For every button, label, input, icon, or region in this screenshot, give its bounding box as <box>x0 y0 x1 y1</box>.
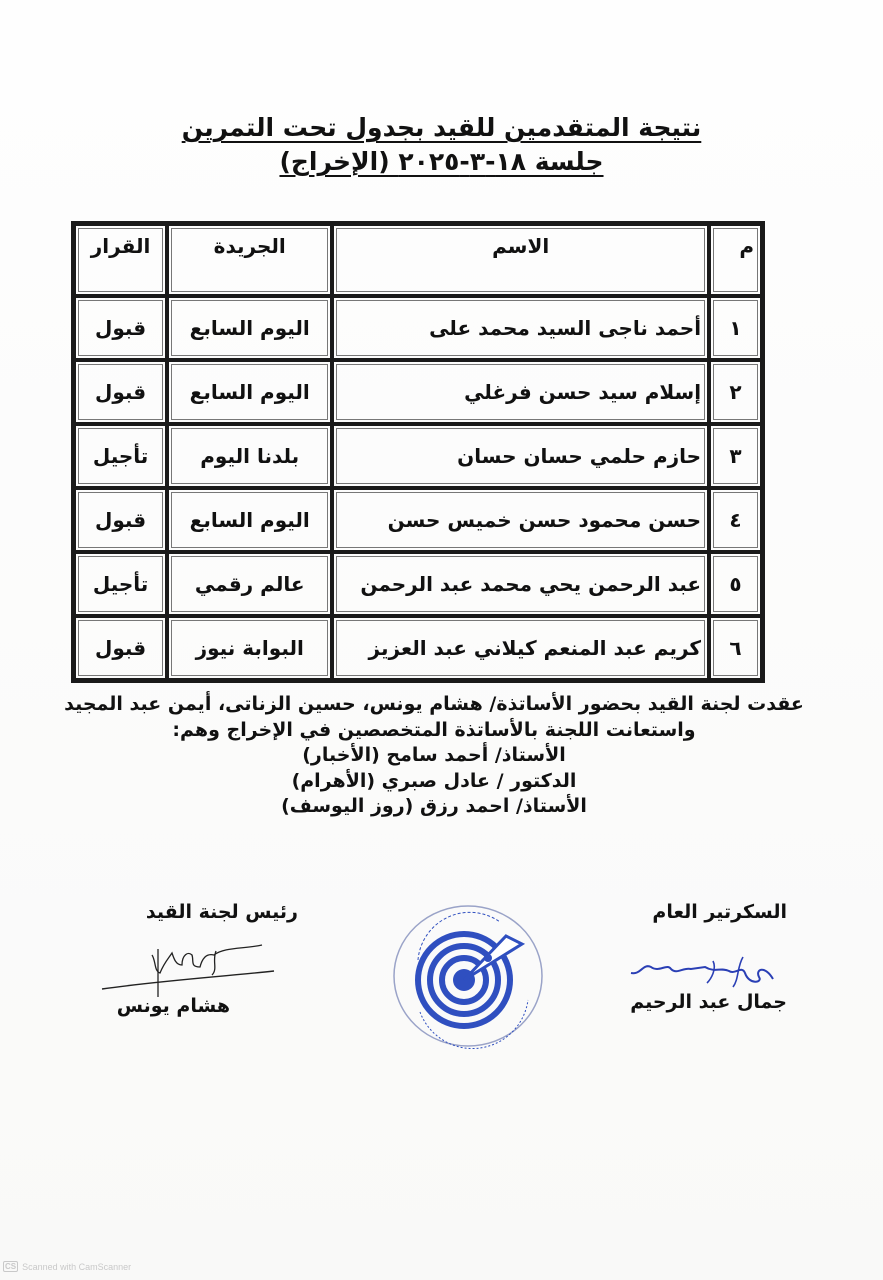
decision-status: قبول <box>74 488 167 552</box>
handwritten-signature-icon <box>623 949 783 995</box>
table-row <box>74 424 762 488</box>
table-row <box>74 552 762 616</box>
secretary-name: جمال عبد الرحيم <box>630 991 787 1013</box>
decision-status: تأجيل <box>74 552 167 616</box>
committee-notes <box>60 692 808 820</box>
expert-1: الأستاذ/ أحمد سامح (الأخبار) <box>302 744 566 766</box>
applicant-name: حازم حلمي حسان حسان <box>332 424 709 488</box>
decision-status: قبول <box>74 360 167 424</box>
header-newspaper: الجريدة <box>167 224 332 296</box>
table-row <box>74 360 762 424</box>
header-name: الاسم <box>332 224 709 296</box>
row-number: ٢ <box>709 360 762 424</box>
newspaper-name: البوابة نيوز <box>167 616 332 680</box>
committee-chair-signature-block <box>98 899 298 1019</box>
applicant-name: إسلام سيد حسن فرغلي <box>332 360 709 424</box>
chair-name: هشام يونس <box>116 995 230 1017</box>
camscanner-icon: CS <box>5 1262 17 1271</box>
table-header-row <box>74 224 762 296</box>
chair-role: رئيس لجنة القيد <box>145 901 298 923</box>
row-number: ٤ <box>709 488 762 552</box>
newspaper-name: اليوم السابع <box>167 488 332 552</box>
row-number: ١ <box>709 296 762 360</box>
expert-3: الأستاذ/ احمد رزق (روز اليوسف) <box>281 795 587 817</box>
newspaper-name: اليوم السابع <box>167 296 332 360</box>
newspaper-name: عالم رقمي <box>167 552 332 616</box>
row-number: ٣ <box>709 424 762 488</box>
table-row <box>74 488 762 552</box>
scanner-watermark <box>3 1261 131 1272</box>
table-row <box>74 296 762 360</box>
scanner-text: Scanned with CamScanner <box>22 1261 132 1272</box>
decision-status: قبول <box>74 616 167 680</box>
syndicate-seal-icon <box>388 900 548 1050</box>
document-title-block <box>0 112 883 178</box>
row-number: ٥ <box>709 552 762 616</box>
applicant-name: كريم عبد المنعم كيلاني عبد العزيز <box>332 616 709 680</box>
header-decision: القرار <box>74 224 167 296</box>
row-number: ٦ <box>709 616 762 680</box>
notes-line-2: واستعانت اللجنة بالأساتذة المتخصصين في الإخراج وهم: <box>172 718 696 741</box>
newspaper-name: بلدنا اليوم <box>167 424 332 488</box>
applicant-name: عبد الرحمن يحي محمد عبد الرحمن <box>332 552 709 616</box>
decision-status: قبول <box>74 296 167 360</box>
table-row <box>74 616 762 680</box>
applicant-name: أحمد ناجى السيد محمد على <box>332 296 709 360</box>
session-date-title: جلسة ١٨-٣-٢٠٢٥ (الإخراج) <box>279 147 604 176</box>
handwritten-signature-icon <box>98 929 298 999</box>
header-number: م <box>709 224 762 296</box>
secretary-role: السكرتير العام <box>652 901 787 923</box>
results-table <box>71 221 765 683</box>
decision-status: تأجيل <box>74 424 167 488</box>
applicant-name: حسن محمود حسن خميس حسن <box>332 488 709 552</box>
notes-line-1: عقدت لجنة القيد بحضور الأساتذة/ هشام يونس، حسين الزناتى، أيمن عبد المجيد <box>64 693 804 715</box>
secretary-general-signature-block <box>587 899 787 1015</box>
document-title: نتيجة المتقدمين للقيد بجدول تحت التمرين <box>181 113 702 142</box>
expert-2: الدكتور / عادل صبري (الأهرام) <box>291 769 577 792</box>
newspaper-name: اليوم السابع <box>167 360 332 424</box>
